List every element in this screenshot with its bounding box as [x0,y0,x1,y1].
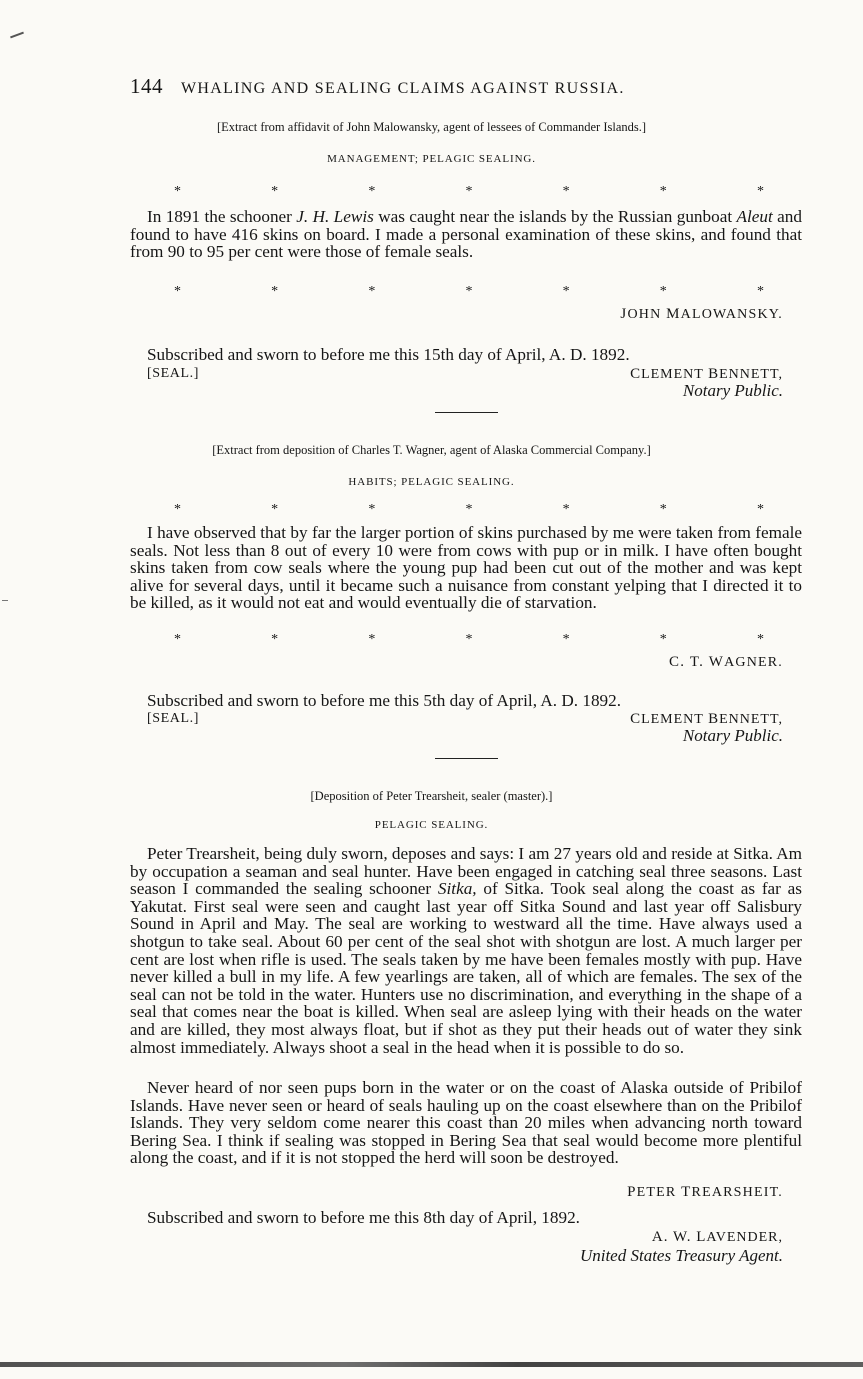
agent-title: United States Treasury Agent. [579,1246,783,1265]
paragraph-wagner: I have observed that by far the larger portion of skins purchased by me were taken from female seals. Not less than 8 out of every 10 were from cows with pup or in milk. I have often bought skins taken from cow seals where the young pup had been cut out of the mother and was kept alive for several days, until it became such a nuisance from constant yelping that I directed it to be killed, as it would not eat and would eventually die of starvation. [130,523,802,613]
scan-mark [2,600,8,601]
section-bracket-malowansky: [Extract from affidavit of John Malowansky, agent of lessees of Commander Islands.] [216,120,647,134]
signature-malowansky: JOHN MALOWANSKY. [620,306,783,322]
notary-name: CLEMENT BENNETT, [630,711,783,727]
paragraph-trearsheit-2: Never heard of nor seen pups born in the water or on the coast of Alaska outside of Pribilof Islands. Have never seen or heard of seals hauling up on the coast elsewhere than on the Pribilof Islands. They very seldom come nearer this coast than 20 miles when advancing north toward Bering Sea. I think if sealing was stopped in Bering Sea that seal would become more plentiful along the coast, and if it is not stopped the herd will soon be destroyed. [130,1078,802,1168]
section-bracket-wagner: [Extract from deposition of Charles T. Wagner, agent of Alaska Commercial Company.] [212,443,651,457]
ellipsis-stars: * * * * * * * [174,184,764,199]
scan-edge-bar [0,1362,863,1367]
notary-title: Notary Public. [682,726,783,745]
section-bracket-trearsheit: [Deposition of Peter Trearsheit, sealer (master).] [310,789,553,803]
seal-mark: [SEAL.] [147,366,200,381]
signature-trearsheit: PETER TREARSHEIT. [627,1184,783,1200]
ellipsis-stars: * * * * * * * [174,632,764,647]
notary-name: CLEMENT BENNETT, [630,366,783,382]
seal-mark: [SEAL.] [147,711,200,726]
sworn-statement: Subscribed and sworn to before me this 5th day of April, A. D. 1892. [147,691,622,710]
section-divider [435,412,498,413]
section-heading-pelagic: PELAGIC SEALING. [374,819,489,831]
notary-title: Notary Public. [682,381,783,400]
gunboat-name: Aleut [736,207,773,226]
paragraph-malowansky: In 1891 the schooner J. H. Lewis was caught near the islands by the Russian gunboat Aleut and found to have 416 skins on board. I made a personal examination of these skins, and found that from 90 to 95 per cent were those of female seals. [130,207,802,262]
running-title: WHALING AND SEALING CLAIMS AGAINST RUSSIA. [181,80,625,97]
ellipsis-stars: * * * * * * * [174,502,764,517]
ship-name: Sitka, [437,879,477,899]
ellipsis-stars: * * * * * * * [174,284,764,299]
ship-name: J. H. Lewis [296,207,374,226]
sworn-statement: Subscribed and sworn to before me this 15th day of April, A. D. 1892. [147,345,630,364]
signature-wagner: C. T. WAGNER. [669,654,783,670]
sworn-statement: Subscribed and sworn to before me this 8th day of April, 1892. [147,1208,580,1227]
paragraph-trearsheit-1: Peter Trearsheit, being duly sworn, deposes and says: I am 27 years old and reside at Sitka. Am by occupation a seaman and seal hunter. Have been engaged in catching seal three seasons. Last season I commanded the sealing schooner Sitka, of Sitka. Took seal along the coast as far as Yakutat. First seal were seen and caught last year off Sitka Sound and last year off Salisbury Sound in April and May. The seal are working to westward all the time. Have always used a shotgun to take seal. About 60 per cent of the seal shot with shotgun are lost. A much larger per cent are lost when rifle is used. The seals taken by me have been females mostly with pup. Have never killed a bull in my life. A few yearlings are taken, all of which are females. The sex of the seal can not be told in the water. Hunters use no discrimination, and everything in the shape of a seal that comes near the boat is killed. When seal are asleep lying with their heads on the water and are killed, they most always float, but if shot as they put their heads out of water they sink almost immediately. Always shoot a seal in the head when it is possible to do so. [130,844,802,1057]
section-divider [435,758,498,759]
agent-name: A. W. LAVENDER, [651,1229,783,1245]
page-number: 144 [130,74,163,98]
section-heading-management: MANAGEMENT; PELAGIC SEALING. [327,153,536,165]
page-header [130,74,625,99]
scan-mark [10,32,24,39]
section-heading-habits: HABITS; PELAGIC SEALING. [348,476,515,488]
